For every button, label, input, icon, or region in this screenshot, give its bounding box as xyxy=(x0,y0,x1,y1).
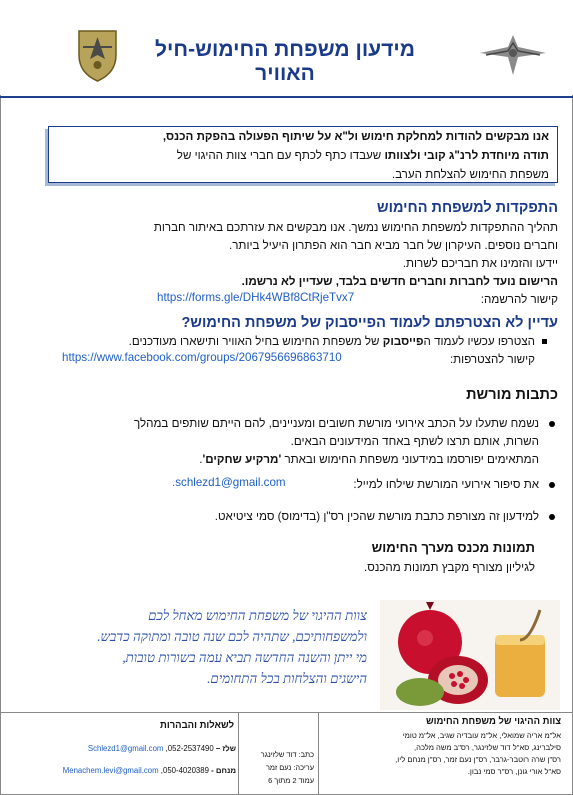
thanks-line-2-rest: שעבדו כתף לכתף עם חברי צוות ההיגוי של xyxy=(176,149,385,162)
committee-line-3: רס"ן שרה רוטבר-גרבר, רס"ן נעם זמר, רס"ן מנחם ליו, xyxy=(395,755,561,764)
heritage-site-post: . xyxy=(199,453,203,466)
bullet-dot xyxy=(549,514,555,520)
heritage-heading: כתבות מורשת xyxy=(466,387,558,403)
enlist-form-link[interactable]: https://forms.gle/DHk4WBf8CtRjeTvx7 xyxy=(157,291,355,304)
footer-divider xyxy=(238,712,239,795)
greeting-line-2: ולמשפחותיכם, שתהיה לכם שנה טובה ומתוקה כדבש. xyxy=(97,629,367,644)
contact-1-email-link[interactable]: Schlezd1@gmail.com xyxy=(87,744,164,753)
heritage-b3-text: למידעון זה מצורפת כתבת מורשת שהכין רס"ן (בדימוס) סמי ציטיאט. xyxy=(214,510,539,523)
contact-1-phone: 052-2537490 xyxy=(167,744,214,753)
contact-2-email-link[interactable]: Menachem.levi@gmail.com xyxy=(62,766,159,775)
header xyxy=(0,0,573,95)
thanks-box xyxy=(48,126,558,183)
enlist-line-2: וחברים נוספים. העיקרון של חבר מביא חבר הוא הפתרון היעיל ביותר. xyxy=(229,239,558,252)
bullet-dot xyxy=(549,482,555,488)
committee-line-2: סילברינג, סא"ל דוד שלזינגר, רס"ב משה מלכה, xyxy=(414,743,561,752)
enlist-link-label: קישור להרשמה: xyxy=(480,293,558,306)
honey-pomegranate-image xyxy=(380,600,560,710)
ordnance-emblem-logo xyxy=(75,25,120,83)
committee-title: צוות ההיגוי של משפחת החימוש xyxy=(425,716,561,727)
footer-rule xyxy=(0,712,573,713)
thanks-line-1: אנו מבקשים להודות למחלקת חימוש ול"א על שיתוף הפעולה בהפקת הכנס, xyxy=(162,130,549,143)
photos-heading: תמונות מכנס מערך החימוש xyxy=(371,540,535,555)
facebook-group-link[interactable]: https://www.facebook.com/groups/2067956696863710 xyxy=(62,351,342,364)
photos-line-1: לגיליון מצורף מקבץ תמונות מהכנס. xyxy=(364,561,535,574)
page-number: עמוד 2 מתוך 6 xyxy=(268,776,314,785)
facebook-line-1 xyxy=(15,333,535,351)
holiday-greeting xyxy=(32,605,367,689)
greeting-line-3: מי ייתן והשנה החדשה תביא עמה בשורות טובות, xyxy=(122,650,367,665)
facebook-word: פייסבוק xyxy=(382,335,424,348)
bullet-dot xyxy=(549,421,555,427)
credit-writer: כתב: דוד שלזינגר xyxy=(260,750,314,759)
enlist-line-1: תהליך ההתפקדות למשפחת החימוש נמשך. אנו מבקשים את עזרתכם באיתור חברות xyxy=(153,221,558,234)
facebook-heading: עדיין לא הצטרפתם לעמוד הפייסבוק של משפחת החימוש? xyxy=(181,315,558,331)
contact-title: לשאלות והבהרות xyxy=(160,720,234,731)
enlist-line-3: יידעו והזמינו את חבריכם לשרות. xyxy=(402,257,558,270)
committee-members xyxy=(361,730,561,778)
enlist-heading: התפקדות למשפחת החימוש xyxy=(376,200,558,216)
air-force-wings-logo xyxy=(478,25,548,80)
heritage-b2-text: את סיפור אירועי המורשת שילחו למייל: xyxy=(353,478,539,491)
committee-line-4: סא"ל אורי גונן, רס"ר סמי נבון. xyxy=(467,767,561,776)
bullet-square xyxy=(542,339,547,344)
greeting-line-1: צוות ההיגוי של משפחת החימוש מאחל לכם xyxy=(148,608,367,623)
heritage-site-pre: המתאימים יפורסמו במידעוני משפחת החימוש ובאתר xyxy=(281,453,539,466)
contact-2-name: מנחם - xyxy=(211,766,236,775)
thanks-highlight: תודה מיוחדת לרנ"ג קובי ולצוותו xyxy=(384,149,549,162)
greeting-line-4: הישגים והצלחות בכל התחומים. xyxy=(207,671,367,686)
thanks-line-2 xyxy=(49,146,557,165)
facebook-line-pre: הצטרפו עכשיו לעמוד ה xyxy=(423,335,535,348)
footer-divider xyxy=(318,712,319,795)
contact-1-name: שלז – xyxy=(215,744,236,753)
page-title: מידעון משפחת החימוש-חיל האוויר xyxy=(155,38,415,85)
heritage-b1-line-1: נשמח שתעלו על הכתב אירועי מורשת חשובים ומעניינים, להם הייתם שותפים במהלך xyxy=(134,417,539,430)
heritage-email-link[interactable]: .schlezd1@gmail.com xyxy=(172,476,286,489)
facebook-line-post: של משפחת החימוש בחיל האוויר ותישארו מעודכנים. xyxy=(128,335,383,348)
heritage-site-name: 'מרקיע שחקים' xyxy=(202,453,282,466)
contact-2-phone: 050-4020389 xyxy=(162,766,209,775)
facebook-link-label: קישור להצטרפות: xyxy=(449,353,535,366)
credit-editor: עריכה: נעם זמר xyxy=(265,763,314,772)
contact-row-1: שלז – 052-2537490, Schlezd1@gmail.com xyxy=(87,744,236,753)
header-rule xyxy=(0,96,573,98)
enlist-note: הרישום נועד לחברות וחברים חדשים בלבד, שעדיין לא נרשמו. xyxy=(241,275,558,288)
contact-row-2: מנחם - 050-4020389, Menachem.levi@gmail.com xyxy=(62,766,236,775)
heritage-b1-line-3 xyxy=(14,451,539,469)
heritage-b1-line-2: השרות, אותם תרצו לשתף באחד המידעונים הבאים. xyxy=(290,435,539,448)
committee-line-1: אל"מ אריה שמואלי, אל"מ עובדיה שגיב, אל"מ טומי xyxy=(402,731,561,740)
thanks-line-3: משפחת החימוש להצלחת הערב. xyxy=(391,168,549,181)
credits xyxy=(242,748,314,787)
